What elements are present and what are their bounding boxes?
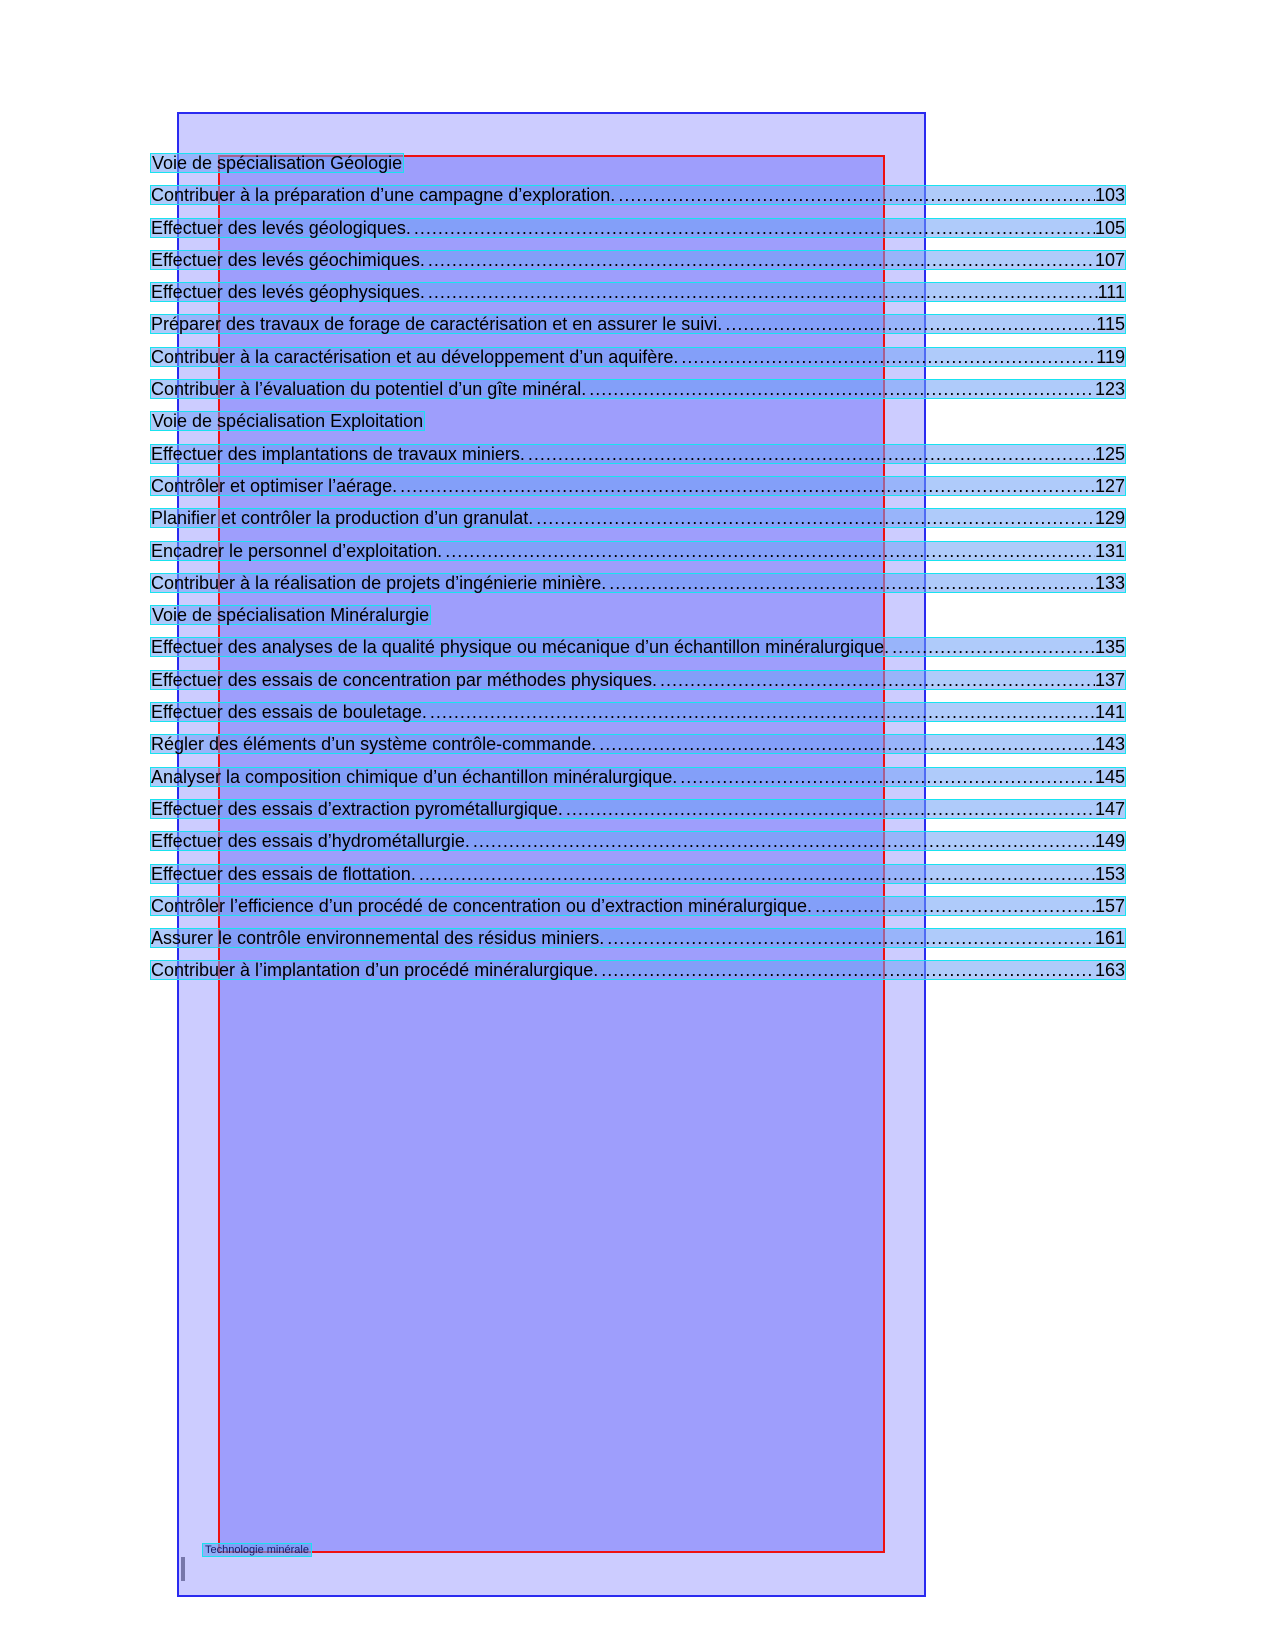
toc-entry-page: 143 [1094,734,1125,755]
toc-dot-leader [677,767,1095,787]
toc-dot-leader [604,928,1095,948]
toc-entry[interactable] [150,573,1126,605]
toc-dot-leader [563,799,1095,819]
toc-entry-label: Effectuer des essais de flottation. [151,863,416,884]
toc-dot-leader [470,831,1095,851]
toc-entry-page: 127 [1094,475,1125,496]
toc-entry-label: Préparer des travaux de forage de caractérisation et en assurer le suivi. [151,314,723,335]
toc-dot-leader [615,185,1095,205]
toc-dot-leader [586,379,1095,399]
toc-entry-page: 103 [1094,185,1125,206]
toc-entry-page: 129 [1094,508,1125,529]
page-footer: Technologie minérale [202,1543,312,1557]
toc-dot-leader [425,250,1095,270]
toc-entry[interactable] [150,896,1126,928]
page-marker [181,1557,185,1581]
toc-entry-label: Assurer le contrôle environnemental des résidus miniers. [151,928,605,949]
toc-entry[interactable] [150,444,1126,476]
toc-entry-label: Effectuer des implantations de travaux miniers. [151,443,525,464]
toc-entry[interactable] [150,960,1126,992]
toc-entry[interactable] [150,508,1126,540]
toc-entry-page: 115 [1096,314,1125,335]
toc-entry[interactable] [150,476,1126,508]
toc-entry-page: 131 [1094,540,1125,561]
toc-entry-page: 163 [1094,960,1125,981]
toc-entry[interactable] [150,637,1126,669]
toc-dot-leader [657,670,1095,690]
toc-entry-page: 137 [1094,669,1125,690]
toc-entry-page: 141 [1094,702,1125,723]
toc-dot-leader [442,541,1095,561]
toc-entry-page: 147 [1094,798,1125,819]
toc-entry-label: Encadrer le personnel d’exploitation. [151,540,443,561]
toc-entry[interactable] [150,734,1126,766]
toc-entry-page: 107 [1094,249,1125,270]
toc-entry[interactable] [150,314,1126,346]
toc-dot-leader [722,314,1096,334]
toc-entry-label: Contribuer à la préparation d’une campagne d’exploration. [151,185,616,206]
toc-entry-label: Planifier et contrôler la production d’un granulat. [151,508,534,529]
toc-entry-label: Effectuer des essais de concentration par méthodes physiques. [151,669,657,690]
toc-heading-label: Voie de spécialisation Géologie [152,153,403,173]
toc-entry-label: Contribuer à l’implantation d’un procédé minéralurgique. [151,960,599,981]
toc-entry-label: Effectuer des essais de bouletage. [151,702,427,723]
toc-heading-label: Voie de spécialisation Exploitation [152,411,424,432]
toc-entry-page: 135 [1094,637,1125,658]
toc-entry-label: Effectuer des essais d’extraction pyrométallurgique. [151,798,563,819]
toc-entry[interactable] [150,702,1126,734]
table-of-contents [150,153,1126,993]
toc-entry-page: 105 [1094,217,1125,238]
toc-entry-page: 157 [1094,895,1125,916]
toc-entry-label: Contrôler l’efficience d’un procédé de concentration ou d’extraction minéralurgique. [151,895,813,916]
toc-dot-leader [525,444,1095,464]
toc-entry[interactable] [150,670,1126,702]
toc-entry[interactable] [150,928,1126,960]
toc-heading-label: Voie de spécialisation Minéralurgie [152,605,430,626]
toc-dot-leader [533,508,1095,528]
toc-entry-page: 123 [1094,379,1125,400]
toc-entry[interactable] [150,799,1126,831]
toc-entry-label: Contribuer à la caractérisation et au développement d’un aquifère. [151,346,679,367]
toc-entry-page: 133 [1094,572,1125,593]
toc-section-heading [150,153,1126,185]
toc-dot-leader [598,960,1095,980]
toc-dot-leader [427,702,1095,722]
toc-dot-leader [606,573,1095,593]
toc-entry[interactable] [150,282,1126,314]
toc-section-heading [150,411,1126,443]
toc-entry-label: Effectuer des analyses de la qualité physique ou mécanique d’un échantillon minéralurgique. [151,637,890,658]
toc-entry[interactable] [150,218,1126,250]
toc-entry[interactable] [150,347,1126,379]
toc-entry-page: 145 [1094,766,1125,787]
toc-dot-leader [416,864,1095,884]
toc-entry[interactable] [150,541,1126,573]
toc-entry-page: 153 [1094,863,1125,884]
toc-entry[interactable] [150,185,1126,217]
toc-dot-leader [889,637,1095,657]
toc-entry[interactable] [150,250,1126,282]
toc-entry[interactable] [150,379,1126,411]
toc-entry-label: Contribuer à l’évaluation du potentiel d’un gîte minéral. [151,379,587,400]
toc-dot-leader [411,218,1095,238]
toc-dot-leader [596,734,1095,754]
toc-entry-label: Analyser la composition chimique d’un échantillon minéralurgique. [151,766,678,787]
toc-entry[interactable] [150,864,1126,896]
toc-section-heading [150,605,1126,637]
toc-entry-page: 149 [1094,831,1125,852]
toc-entry-label: Contrôler et optimiser l’aérage. [151,475,398,496]
toc-entry[interactable] [150,831,1126,863]
toc-entry-label: Régler des éléments d’un système contrôle-commande. [151,734,597,755]
toc-entry-page: 161 [1094,928,1125,949]
toc-entry-label: Effectuer des levés géochimiques. [151,249,425,270]
toc-dot-leader [397,476,1095,496]
toc-entry-label: Effectuer des levés géophysiques. [151,282,425,303]
toc-dot-leader [812,896,1095,916]
toc-dot-leader [678,347,1096,367]
toc-entry-label: Effectuer des essais d’hydrométallurgie. [151,831,470,852]
toc-entry-page: 125 [1094,443,1125,464]
toc-entry-page: 111 [1097,282,1125,303]
toc-entry-label: Effectuer des levés géologiques. [151,217,411,238]
toc-entry[interactable] [150,767,1126,799]
toc-dot-leader [425,282,1098,302]
toc-entry-page: 119 [1096,346,1125,367]
toc-entry-label: Contribuer à la réalisation de projets d’ingénierie minière. [151,572,607,593]
